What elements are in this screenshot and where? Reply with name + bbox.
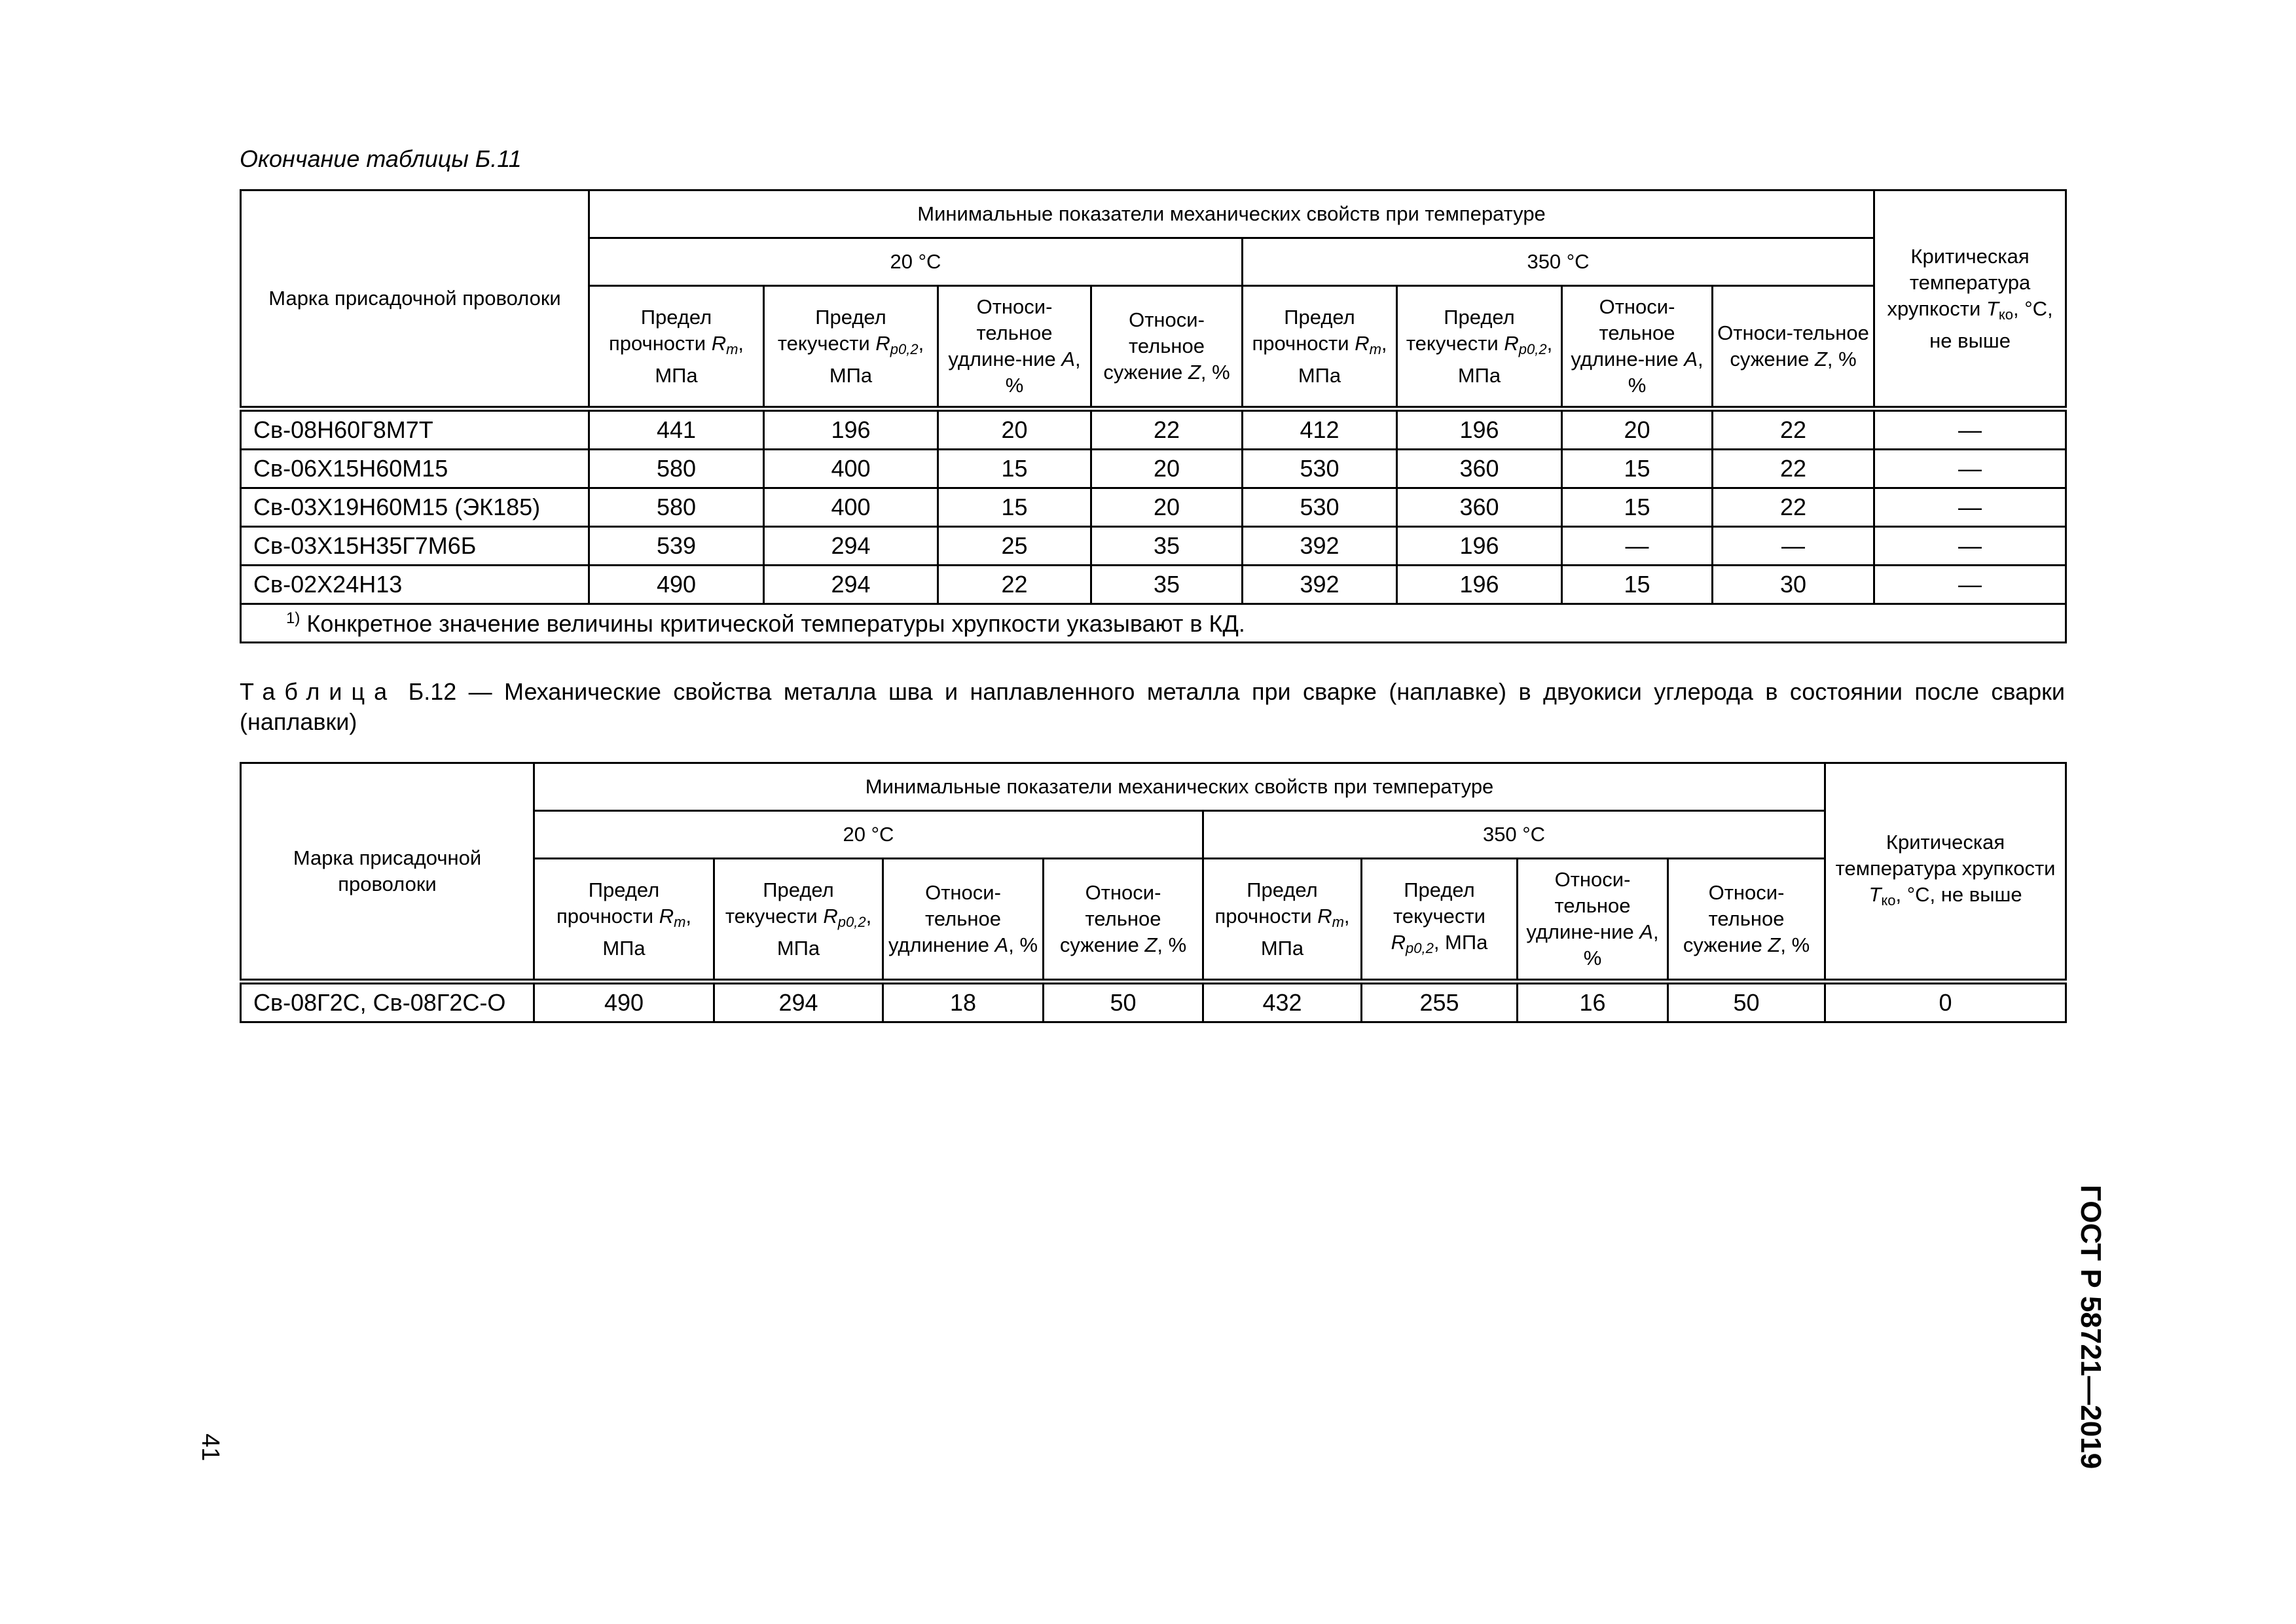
- header-group: Минимальные показатели механических свойств при температуре: [589, 190, 1874, 238]
- cell: 490: [534, 982, 714, 1022]
- cell: 530: [1243, 488, 1397, 527]
- page-number: 41: [196, 1434, 224, 1462]
- cell: 392: [1243, 527, 1397, 566]
- cell: 196: [1397, 409, 1562, 450]
- header-temp-350: 350 °C: [1243, 238, 1874, 286]
- cell: 392: [1243, 566, 1397, 604]
- header-mark: Марка присадочной проволоки: [241, 190, 589, 409]
- cell: 20: [938, 409, 1091, 450]
- cell: 22: [1713, 450, 1874, 488]
- cell: 16: [1518, 982, 1668, 1022]
- table-label: Таблица: [240, 678, 397, 705]
- cell: —: [1874, 488, 2066, 527]
- cell: 50: [1668, 982, 1825, 1022]
- header-a-350: Относи-тельное удлине-ние A, %: [1562, 286, 1713, 409]
- cell-mark: Св-08Н60Г8М7Т: [241, 409, 589, 450]
- cell: —: [1874, 409, 2066, 450]
- cell: 294: [764, 566, 938, 604]
- cell: 294: [764, 527, 938, 566]
- table-b12: [240, 762, 2067, 1023]
- cell: 580: [589, 450, 764, 488]
- header-rp-350: Предел текучести $R_{p0,2}$, МПа: [1397, 286, 1562, 409]
- cell-mark: Св-03Х15Н35Г7М6Б: [241, 527, 589, 566]
- cell-mark: Св-06Х15Н60М15: [241, 450, 589, 488]
- cell: 196: [1397, 527, 1562, 566]
- header-group: Минимальные показатели механических свойств при температуре: [534, 763, 1825, 811]
- cell: 18: [883, 982, 1044, 1022]
- cell: 400: [764, 450, 938, 488]
- table-b11: [240, 189, 2067, 643]
- cell: 539: [589, 527, 764, 566]
- cell: 196: [764, 409, 938, 450]
- header-rm-350: Предел прочности $R_m$, МПа: [1203, 859, 1362, 982]
- cell: 35: [1091, 566, 1243, 604]
- footnote-row: [241, 604, 2066, 643]
- header-mark: Марка присадочной проволоки: [241, 763, 534, 982]
- cell: 580: [589, 488, 764, 527]
- header-a-350: Относи-тельное удлине-ние A, %: [1518, 859, 1668, 982]
- footnote-mark: 1): [286, 609, 301, 627]
- cell: 22: [1091, 409, 1243, 450]
- header-a-20: Относи-тельное удлинение A, %: [883, 859, 1044, 982]
- header-rp-350: Предел текучести $R_{p0,2}$, МПа: [1362, 859, 1518, 982]
- cell: 490: [589, 566, 764, 604]
- table-row: [241, 527, 2066, 566]
- cell: 30: [1713, 566, 1874, 604]
- header-temp-350: 350 °C: [1203, 811, 1825, 859]
- cell: 20: [1091, 488, 1243, 527]
- header-z-20: Относи-тельное сужение Z, %: [1091, 286, 1243, 409]
- cell: 432: [1203, 982, 1362, 1022]
- table-row: [241, 409, 2066, 450]
- cell: 50: [1044, 982, 1203, 1022]
- cell: 400: [764, 488, 938, 527]
- cell: —: [1713, 527, 1874, 566]
- cell: 25: [938, 527, 1091, 566]
- header-rm-350: Предел прочности $R_m$, МПа: [1243, 286, 1397, 409]
- cell: —: [1874, 566, 2066, 604]
- cell: 20: [1562, 409, 1713, 450]
- cell: 15: [938, 488, 1091, 527]
- cell: 22: [1713, 488, 1874, 527]
- header-rp-20: Предел текучести $R_{p0,2}$, МПа: [764, 286, 938, 409]
- cell: —: [1562, 527, 1713, 566]
- cell: 0: [1825, 982, 2066, 1022]
- cell: 412: [1243, 409, 1397, 450]
- cell: 294: [714, 982, 883, 1022]
- cell: 530: [1243, 450, 1397, 488]
- header-critical-temp: Критическая температура хрупкости $T_{ко}$, °C, не выше: [1874, 190, 2066, 409]
- header-rm-20: Предел прочности $R_m$, МПа: [534, 859, 714, 982]
- table-row: [241, 982, 2066, 1022]
- header-critical-temp: Критическая температура хрупкости $T_{ко}$, °C, не выше: [1825, 763, 2066, 982]
- header-z-20: Относи-тельное сужение Z, %: [1044, 859, 1203, 982]
- table-row: [241, 450, 2066, 488]
- cell-mark: Св-02Х24Н13: [241, 566, 589, 604]
- cell: 255: [1362, 982, 1518, 1022]
- header-z-350: Относи-тельное сужение Z, %: [1668, 859, 1825, 982]
- cell: 15: [938, 450, 1091, 488]
- cell: 35: [1091, 527, 1243, 566]
- cell: 22: [1713, 409, 1874, 450]
- cell: 360: [1397, 450, 1562, 488]
- footnote: $^{1)}$ Конкретное значение величины критической температуры хрупкости указывают в КД.: [241, 604, 2066, 643]
- cell: 360: [1397, 488, 1562, 527]
- table-row: [241, 566, 2066, 604]
- cell-mark: Св-08Г2С, Св-08Г2С-О: [241, 982, 534, 1022]
- cell: 441: [589, 409, 764, 450]
- cell-mark: Св-03Х19Н60М15 (ЭК185): [241, 488, 589, 527]
- header-temp-20: 20 °C: [534, 811, 1203, 859]
- table-continuation-caption: Окончание таблицы Б.11: [240, 145, 522, 172]
- cell: 15: [1562, 450, 1713, 488]
- header-rp-20: Предел текучести $R_{p0,2}$, МПа: [714, 859, 883, 982]
- table-row: [241, 488, 2066, 527]
- cell: 196: [1397, 566, 1562, 604]
- cell: 20: [1091, 450, 1243, 488]
- cell: —: [1874, 450, 2066, 488]
- cell: 22: [938, 566, 1091, 604]
- cell: 15: [1562, 566, 1713, 604]
- header-rm-20: Предел прочности $R_m$, МПа: [589, 286, 764, 409]
- header-a-20: Относи-тельное удлине-ние A, %: [938, 286, 1091, 409]
- document-title: ГОСТ Р 58721—2019: [2075, 1185, 2107, 1470]
- cell: 15: [1562, 488, 1713, 527]
- header-z-350: Относи-тельное сужение Z, %: [1713, 286, 1874, 409]
- cell: —: [1874, 527, 2066, 566]
- table-b12-caption: Таблица Б.12 — Механические свойства металла шва и наплавленного металла при сварке (наплавке) в двуокиси углерода в состоянии после сварки (наплавки): [240, 678, 2065, 735]
- header-temp-20: 20 °C: [589, 238, 1243, 286]
